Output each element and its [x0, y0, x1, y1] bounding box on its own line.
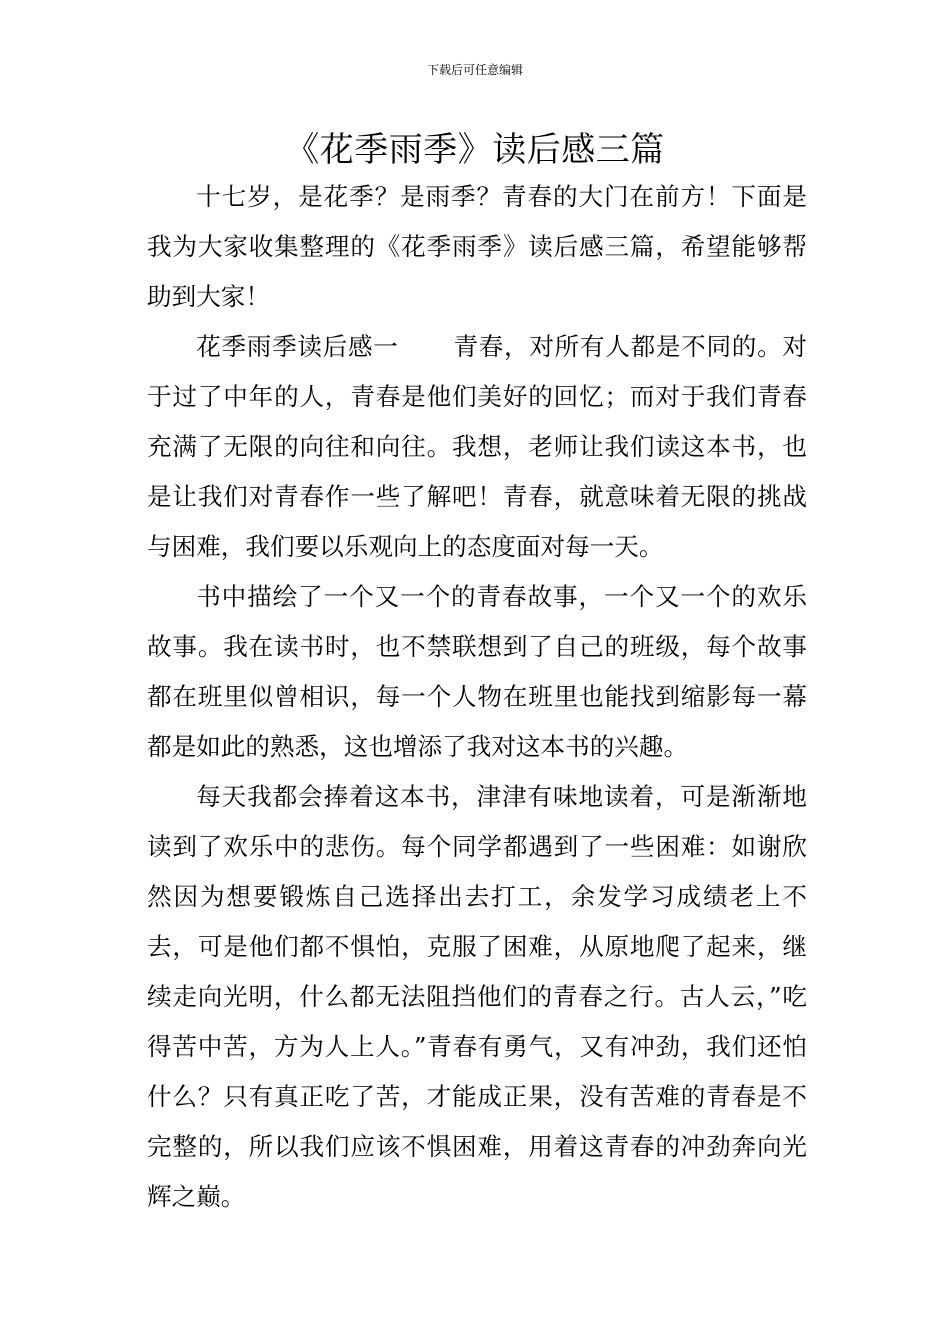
header-note: 下载后可任意编辑: [426, 63, 523, 77]
paragraph-3: 每天我都会捧着这本书，津津有味地读着，可是渐渐地读到了欢乐中的悲伤。每个同学都遇到了一些困难：如谢欣然因为想要锻炼自己选择出去打工，余发学习成绩老上不去，可是他们都不惧怕，克服了困难，从原地爬了起来，继续走向光明，什么都无法阻挡他们的青春之行。古人云，”吃得苦中苦，方为人上人。”青春有勇气，又有冲劲，我们还怕什么？只有真正吃了苦，才能成正果，没有苦难的青春是不完整的，所以我们应该不惧困难，用着这青春的冲劲奔向光辉之巅。: [147, 782, 807, 1211]
intro-paragraph: 十七岁，是花季？是雨季？青春的大门在前方！下面是我为大家收集整理的《花季雨季》读后感三篇，希望能够帮助到大家！: [147, 182, 807, 311]
page-title: 《花季雨季》读后感三篇: [285, 130, 665, 170]
paragraph-1-text: 青春，对所有人都是不同的。对于过了中年的人，青春是他们美好的回忆；而对于我们青春充满了无限的向往和向往。我想，老师让我们读这本书，也是让我们对青春作一些了解吧！青春，就意味着无限的挑战与困难，我们要以乐观向上的态度面对每一天。: [147, 332, 807, 561]
paragraph-1: [147, 322, 807, 572]
section-label: 花季雨季读后感一: [196, 332, 399, 361]
paragraph-2: 书中描绘了一个又一个的青春故事，一个又一个的欢乐故事。我在读书时，也不禁联想到了自己的班级，每个故事都在班里似曾相识，每一个人物在班里也能找到缩影每一幕都是如此的熟悉，这也增添了我对这本书的兴趣。: [147, 582, 807, 761]
document-body: [147, 172, 807, 1222]
